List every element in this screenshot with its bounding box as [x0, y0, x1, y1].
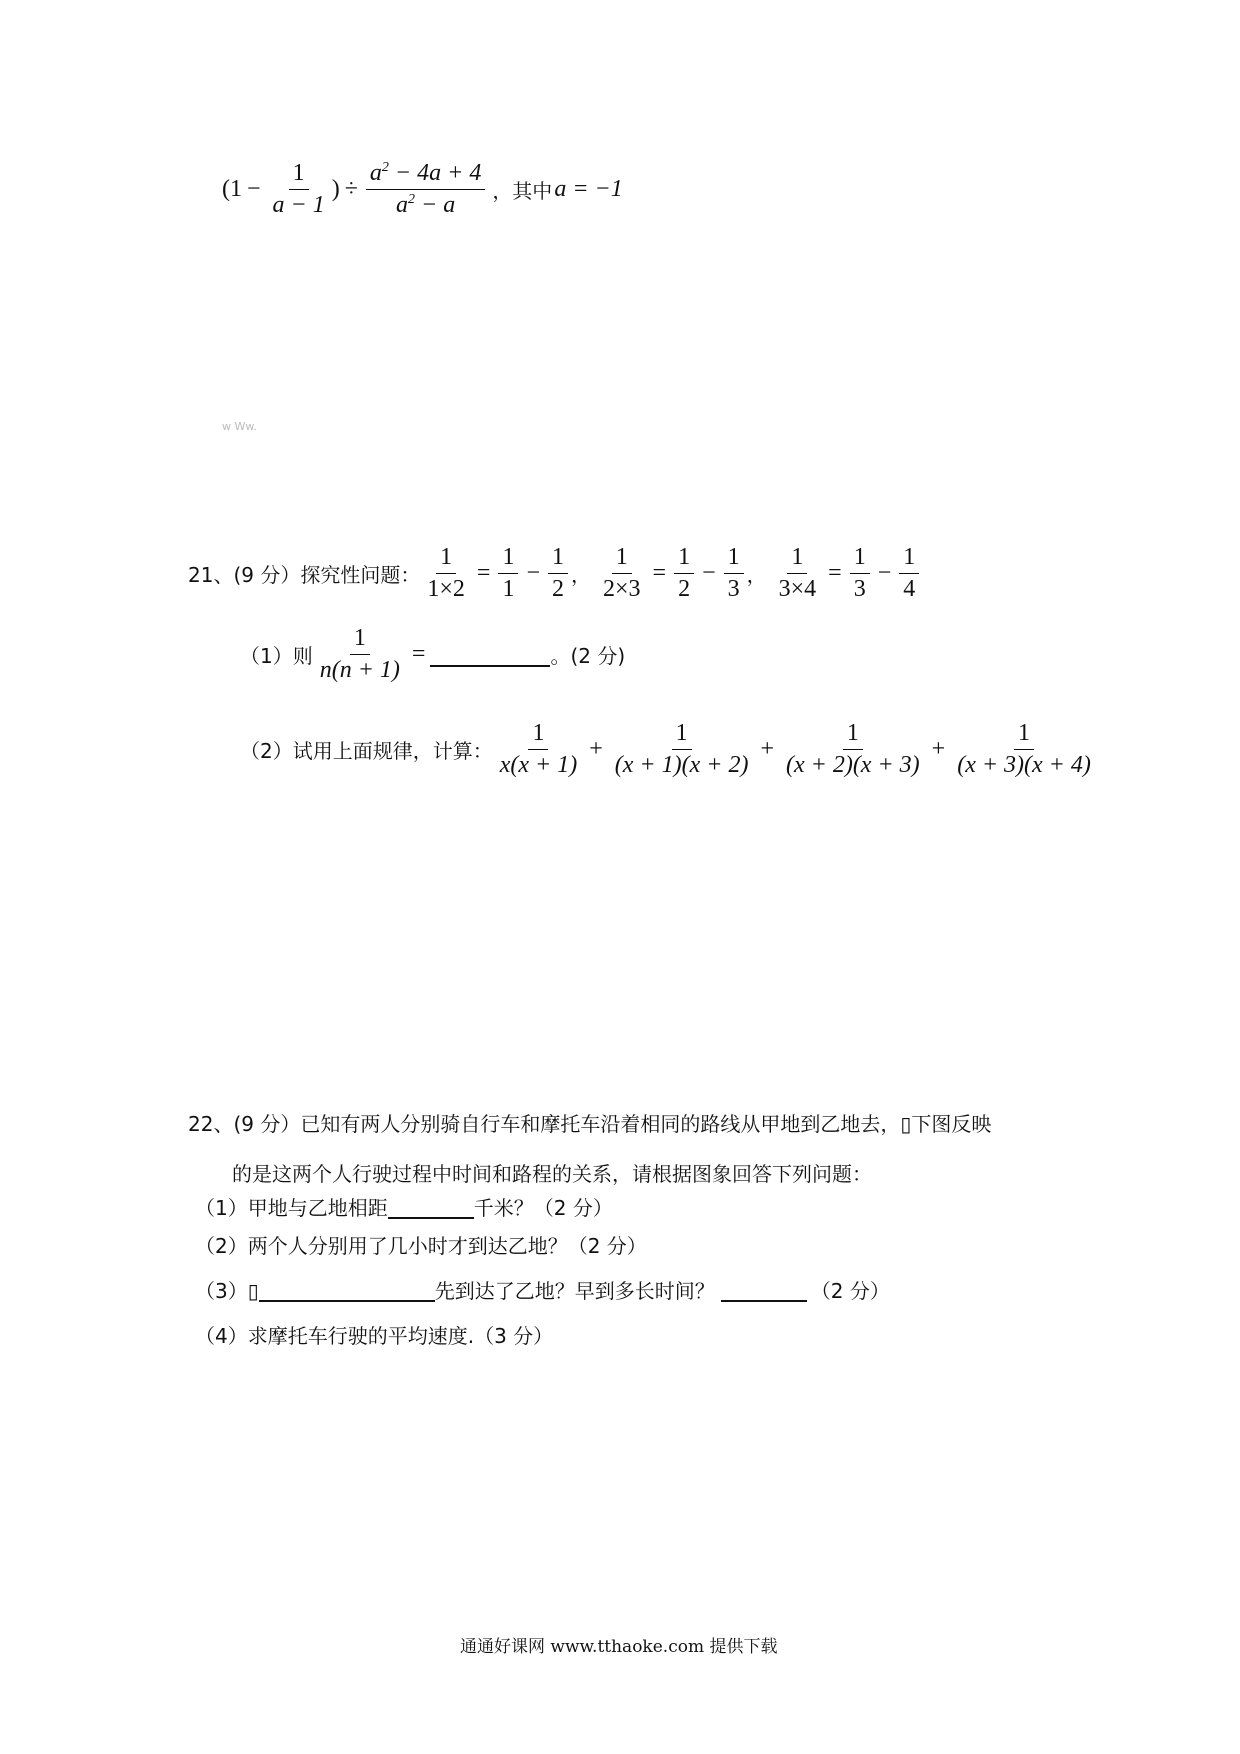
num-exponent: 2: [381, 160, 389, 175]
term1-den: x(x + 1): [499, 752, 578, 778]
part2-term-2: [611, 720, 753, 779]
plus-sign: +: [589, 736, 603, 762]
separator: ，: [570, 563, 591, 587]
example2-lhs-den: 2×3: [602, 576, 641, 602]
problem22-line1: 22、(9 分）已知有两人分别骑自行车和摩托车沿着相同的路线从甲地到乙地去，▯下图反映: [188, 1112, 992, 1136]
equals-sign: =: [652, 560, 667, 586]
example1-frac-b: [548, 544, 568, 603]
plus-sign: +: [931, 736, 946, 762]
example2-b-den: 3: [727, 576, 740, 602]
example1-b-den: 2: [551, 576, 564, 602]
term4-num: 1: [1014, 720, 1034, 750]
problem21-header-line: [188, 544, 922, 603]
example2-a-num: 1: [674, 544, 694, 574]
condition-math: a = −1: [554, 176, 623, 202]
example1-lhs-den: 1×2: [427, 576, 465, 602]
term2-den: (x + 1)(x + 2): [614, 752, 749, 778]
example1-frac-a: [498, 544, 518, 603]
den-var: a: [396, 192, 409, 218]
example3-lhs: [775, 544, 821, 603]
den-exponent: 2: [408, 192, 416, 207]
term3-num: 1: [843, 720, 863, 750]
minus-sign: −: [877, 560, 892, 586]
answer-blank-part1[interactable]: [430, 643, 550, 667]
problem21-header: 21、(9 分）探究性问题：: [188, 563, 421, 587]
part2-prefix: （2）试用上面规律，计算：: [240, 739, 493, 763]
example1-a-num: 1: [498, 544, 518, 574]
part1-fraction: [316, 625, 404, 684]
example3-b-den: 4: [903, 576, 916, 602]
equals-sign: =: [411, 641, 426, 667]
part1-num: 1: [350, 625, 370, 655]
equals-sign: =: [828, 560, 842, 586]
paren-open: (1: [222, 176, 242, 202]
minus-sign: −: [526, 560, 540, 586]
example3-lhs-num: 1: [787, 544, 807, 574]
example3-frac-b: [899, 544, 919, 603]
q1-prefix: （1）甲地与乙地相距: [195, 1196, 388, 1220]
divide-sign: ÷: [344, 176, 358, 202]
q3-prefix: （3）▯: [195, 1279, 259, 1303]
condition-text: ，其中: [492, 179, 553, 203]
problem22-q1: [195, 1192, 613, 1221]
problem21-part1: [240, 625, 625, 684]
example2-frac-a: [674, 544, 694, 603]
part2-term-1: [496, 720, 581, 779]
example2-b-num: 1: [724, 544, 744, 574]
term2-num: 1: [672, 720, 692, 750]
fraction-1: [269, 160, 329, 219]
num-var: a: [369, 160, 382, 186]
plus-sign: +: [760, 736, 774, 762]
example2-lhs-num: 1: [612, 544, 632, 574]
example2-frac-b: [724, 544, 744, 603]
problem22-q2: （2）两个人分别用了几小时才到达乙地？（2 分）: [195, 1234, 647, 1258]
part2-term-4: [953, 720, 1095, 779]
example2-lhs: [599, 544, 645, 603]
q1-suffix: 千米？（2 分）: [473, 1196, 613, 1220]
problem22-q3: [195, 1275, 890, 1304]
minus-sign: −: [702, 560, 716, 586]
fraction-1-numerator: 1: [289, 160, 309, 190]
separator: ，: [746, 563, 767, 587]
q3-mid: 先到达了乙地？早到多长时间？: [434, 1279, 715, 1303]
q3-suffix: （2 分）: [810, 1279, 890, 1303]
example2-a-den: 2: [678, 576, 691, 602]
equals-sign: =: [476, 560, 491, 586]
paren-close: ): [331, 176, 340, 202]
example1-a-den: 1: [502, 576, 515, 602]
fraction-2-numerator: [366, 160, 485, 190]
fraction-1-denominator: a − 1: [272, 192, 325, 218]
part2-term-3: [782, 720, 924, 779]
den-rest: − a: [415, 192, 456, 218]
problem22-line2: 的是这两个人行驶过程中时间和路程的关系，请根据图象回答下列问题：: [232, 1162, 872, 1186]
problem20-expression: [222, 160, 623, 219]
term4-den: (x + 3)(x + 4): [957, 752, 1091, 778]
example3-frac-a: [850, 544, 870, 603]
example1-lhs-num: 1: [436, 544, 456, 574]
part1-prefix: （1）则: [240, 644, 313, 668]
example3-a-num: 1: [850, 544, 870, 574]
answer-blank-q3-time[interactable]: [721, 1278, 807, 1302]
example1-lhs: [423, 544, 469, 603]
example1-b-num: 1: [548, 544, 568, 574]
example3-lhs-den: 3×4: [778, 576, 817, 602]
num-rest: − 4a + 4: [388, 160, 482, 186]
term1-num: 1: [528, 720, 548, 750]
faint-watermark: w Ww.: [222, 420, 257, 433]
answer-blank-q3-who[interactable]: [259, 1278, 435, 1302]
answer-blank-q1[interactable]: [388, 1195, 474, 1219]
minus-sign: −: [247, 176, 261, 202]
fraction-2: [366, 160, 485, 219]
example3-a-den: 3: [853, 576, 866, 602]
part1-den: n(n + 1): [319, 657, 400, 683]
part1-suffix: 。(2 分): [550, 644, 626, 668]
term3-den: (x + 2)(x + 3): [785, 752, 920, 778]
problem21-part2: [240, 720, 1098, 779]
page-footer: 通通好课网 www.tthaoke.com 提供下载: [460, 1637, 778, 1657]
fraction-2-denominator: [392, 190, 459, 219]
example3-b-num: 1: [899, 544, 919, 574]
problem22-q4: （4）求摩托车行驶的平均速度.（3 分）: [195, 1324, 554, 1348]
